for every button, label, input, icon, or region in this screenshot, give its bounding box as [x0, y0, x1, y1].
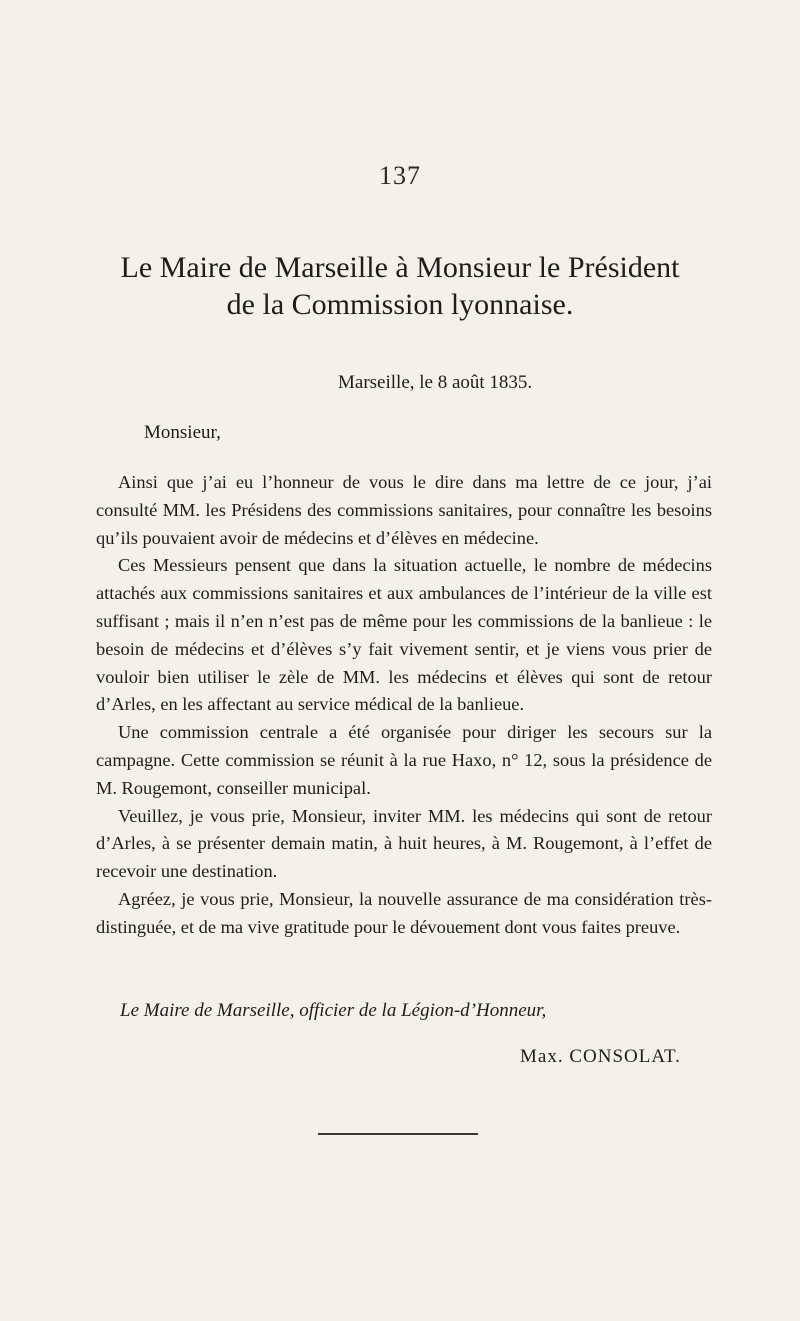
- paragraph: Ces Messieurs pensent que dans la situation actuelle, le nombre de médecins attachés aux commissions sanitaires et aux ambulances de l’intérieur de la ville est suffisant ; mais il n’en n’est pas de même pour les commissions de la banlieue : le besoin de médecins et d’élèves s’y fait vivement sentir, et je viens vous prier de vouloir bien utiliser le zèle de MM. les médecins et élèves qui sont de retour d’Arles, en les affectant au service médical de la banlieue.: [96, 555, 712, 715]
- paragraph: Agréez, je vous prie, Monsieur, la nouvelle assurance de ma considération très-distinguée, et de ma vive gratitude pour le dévouement dont vous faites preuve.: [96, 888, 712, 937]
- dateline: Marseille, le 8 août 1835.: [338, 372, 533, 393]
- paragraph: Une commission centrale a été organisée pour diriger les secours sur la campagne. Cette commission se réunit à la rue Haxo, n° 12, sous la présidence de M. Rougemont, conseiller municipal.: [96, 722, 712, 798]
- letter-body: [96, 469, 712, 942]
- signature-name: Max. CONSOLAT.: [520, 1046, 681, 1067]
- paragraph: Ainsi que j’ai eu l’honneur de vous le dire dans ma lettre de ce jour, j’ai consulté MM. les Présidens des commissions sanitaires, pour connaître les besoins qu’ils pouvaient avoir de médecins et d’élèves en médecine.: [96, 472, 712, 548]
- page-number: 137: [379, 161, 421, 190]
- title-line-2: de la Commission lyonnaise.: [226, 287, 574, 321]
- salutation: Monsieur,: [144, 422, 221, 443]
- letter-title: [0, 250, 800, 323]
- separator-rule: [318, 1133, 478, 1135]
- paragraph: Veuillez, je vous prie, Monsieur, inviter MM. les médecins qui sont de retour d’Arles, à se présenter demain matin, à huit heures, à M. Rougemont, à l’effet de recevoir une destination.: [96, 805, 712, 882]
- signature-title: Le Maire de Marseille, officier de la Légion-d’Honneur,: [120, 1000, 547, 1021]
- title-line-1: Le Maire de Marseille à Monsieur le Président: [120, 251, 680, 284]
